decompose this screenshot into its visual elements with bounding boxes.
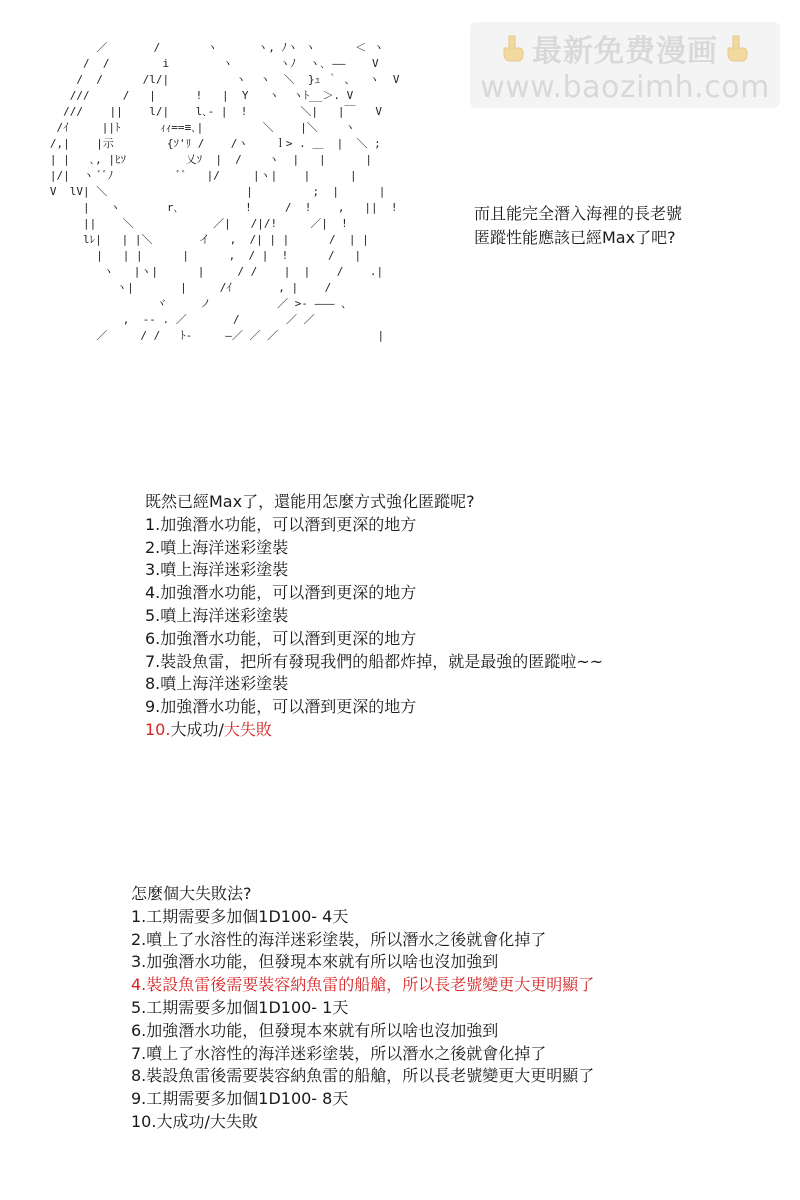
item10-text: 大成功/: [170, 719, 224, 739]
list-item: 5.噴上海洋迷彩塗裝: [145, 605, 289, 625]
list-item: 3.加強潛水功能，但發現本來就有所以啥也沒加強到: [131, 952, 499, 972]
list-item: 6.加強潛水功能，可以潛到更深的地方: [145, 628, 417, 648]
side-caption: [474, 202, 682, 250]
watermark-title-row: [500, 26, 750, 70]
ascii-art-lines: ／ / ヽ ヽ, ﾉヽ ヽ ＜ ヽ / / i ヽ ヽﾉ ヽ､ ―― V / / /l/| ヽ ヽ ＼ }ｭ ｀ 、 ヽ V /// / | ! | Y ヽ ヽﾄ__＞. V /// || l/| l､- | ! ＼| |￣ V /ｲ ||ﾄ ｨｨ==≡､| ＼ |＼ ヽ /,| |示 {ｿ'ﾘ / /ヽ ｌ> . ＿ | ＼ ; | | ､, |ﾋｿ 乂ｿ | / ヽ | | | |/| ヽ ﾞﾞﾉ ﾞﾞ |/ |ヽ| | | V lV| ＼ | ; | | | ヽ r､ ! / ! , || ! || ＼ ／| /|/! ／| ! lﾚ| | |＼ イ , /| | | / | | | | | | , / | ! / | ヽ |ヽ| | / / | | / .| ヽ| | /ｲ , | / ヾ ノ ／ >- ――― 、 , -‐ . ／ / ／ ／ ／ / / ﾄ- ―／ ／ ／ |: [49, 41, 400, 342]
block1-question: 既然已經Max了，還能用怎麼方式強化匿蹤呢?: [145, 492, 475, 511]
side-caption-line-1: 而且能完全潛入海裡的長老號: [474, 204, 683, 223]
side-caption-line-2: 匿蹤性能應該已經Max了吧?: [474, 228, 676, 247]
list-item: 6.加強潛水功能，但發現本來就有所以啥也沒加強到: [131, 1020, 499, 1040]
block2-question: 怎麼個大失敗法?: [131, 884, 252, 903]
list-item: 8.裝設魚雷後需要裝容納魚雷的船艙，所以長老號變更大更明顯了: [131, 1066, 595, 1086]
list-item: 8.噴上海洋迷彩塗裝: [145, 674, 289, 694]
list-item: 1.加強潛水功能，可以潛到更深的地方: [145, 514, 417, 534]
list-item: 10.大成功/大失敗: [131, 1111, 258, 1131]
block1-list: [145, 514, 603, 742]
list-item: 5.工期需要多加個1D100- 1天: [131, 997, 349, 1017]
pointing-hand-left-icon: [500, 34, 526, 62]
watermark-url: www.baozimh.com: [480, 69, 770, 105]
watermark-title: 最新免费漫画: [532, 33, 718, 69]
list-item: 7.裝設魚雷，把所有發現我們的船都炸掉，就是最強的匿蹤啦~~: [145, 651, 604, 671]
watermark: [470, 22, 780, 108]
list-item: 2.噴上了水溶性的海洋迷彩塗裝，所以潛水之後就會化掉了: [131, 929, 547, 949]
list-item: 3.噴上海洋迷彩塗裝: [145, 560, 289, 580]
item10-fail: 大失敗: [223, 719, 272, 739]
list-item-highlighted: 4.裝設魚雷後需要裝容納魚雷的船艙，所以長老號變更大更明顯了: [131, 975, 595, 995]
list-item: 4.加強潛水功能，可以潛到更深的地方: [145, 583, 417, 603]
options-block-1: [145, 491, 603, 742]
block2-list: [131, 906, 594, 1134]
pointing-hand-right-icon: [724, 34, 750, 62]
list-item: 7.噴上了水溶性的海洋迷彩塗裝，所以潛水之後就會化掉了: [131, 1043, 547, 1063]
item10-number: 10.: [145, 719, 171, 739]
list-item: 1.工期需要多加個1D100- 4天: [131, 906, 349, 926]
options-block-2: [131, 883, 594, 1134]
list-item: 9.工期需要多加個1D100- 8天: [131, 1089, 349, 1109]
list-item-10: [145, 719, 603, 742]
list-item: 2.噴上海洋迷彩塗裝: [145, 537, 289, 557]
ascii-art-character: [30, 40, 450, 400]
list-item: 9.加強潛水功能，可以潛到更深的地方: [145, 697, 417, 717]
